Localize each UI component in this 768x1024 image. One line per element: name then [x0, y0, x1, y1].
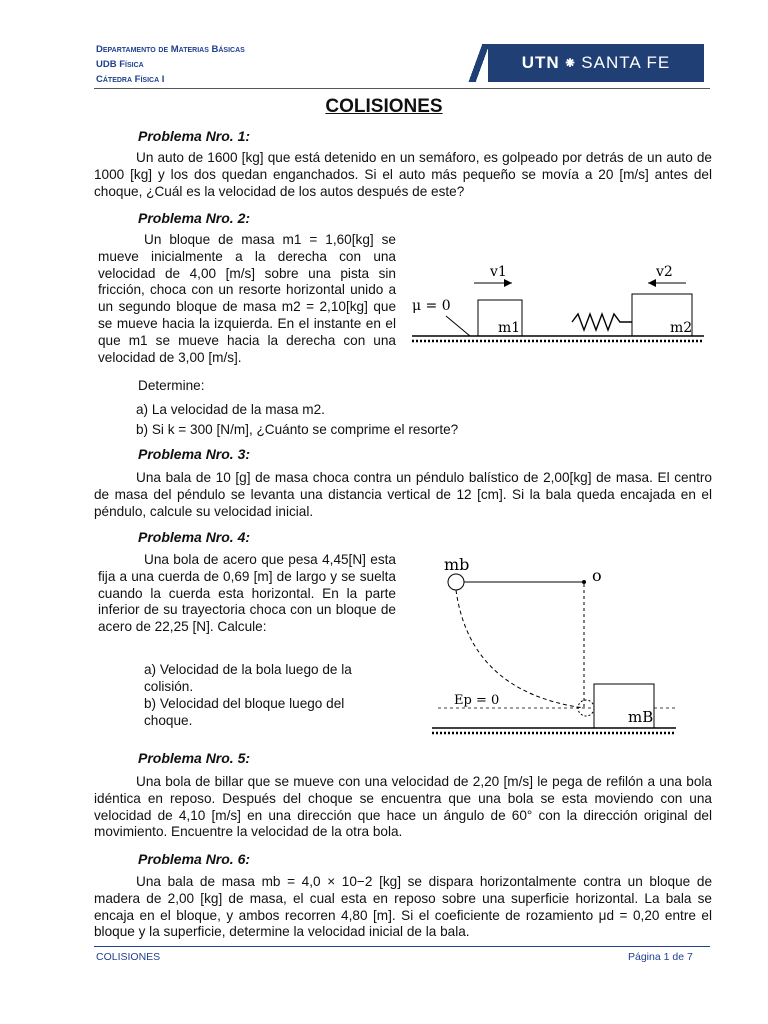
problem-4-text: Una bola de acero que pesa 4,45[N] esta fija a una cuerda de 0,69 [m] de largo y se suelta cuando la cuerda esta horizontal. En la parte inferior de su trayectoria choca con un bloque de acero de 22,25 [N]. Calcule:: [98, 552, 396, 635]
problem-2-heading: Problema Nro. 2:: [138, 210, 251, 226]
problem-5-heading: Problema Nro. 5:: [138, 750, 251, 766]
problem-4-item-a: a) Velocidad de la bola luego de la colisión.: [144, 662, 352, 694]
fig-mb-label: mb: [444, 555, 470, 574]
header-block: [96, 42, 245, 87]
problem-4-item-b: b) Velocidad del bloque luego del choque.: [144, 696, 345, 728]
problem-5-text: Una bola de billar que se mueve con una velocidad de 2,20 [m/s] le pega de refilón a una bola idéntica en reposo. Después del choque se encuentra que una bola se esta moviendo con una velocidad de 4,10 [m/s] en una dirección que hace un ángulo de 60° con la dirección original del movimiento. Encuentre la velocidad de la otra bola.: [94, 774, 712, 840]
ball-mb: [448, 574, 464, 590]
footer-title: COLISIONES: [96, 951, 161, 963]
problem-1-heading: Problema Nro. 1:: [138, 128, 251, 144]
fig-mB-label: mB: [628, 708, 654, 726]
fig-mu-label: μ = 0: [412, 298, 451, 314]
star-icon: ⁕: [563, 55, 578, 72]
problem-4-figure: [430, 552, 682, 748]
header-divider: [94, 88, 710, 89]
page-number: Página 1 de 7: [628, 951, 693, 963]
page-title: COLISIONES: [325, 96, 443, 117]
fig-v1-label: v1: [490, 264, 507, 280]
problem-2-item-b: b) Si k = 300 [N/m], ¿Cuánto se comprime el resorte?: [136, 422, 459, 437]
problem-6-text: Una bala de masa mb = 4,0 × 10−2 [kg] se dispara horizontalmente contra un bloque de madera de 2,00 [kg] de masa, el cual esta en reposo sobre una superficie horizontal. La bala se encaja en el bloque, y ambos recorren 4,80 [m]. Si el coeficiente de rozamiento μd = 0,20 entre el bloque y la superficie, determine la velocidad inicial de la bala.: [94, 874, 712, 940]
problem-2-figure: [410, 250, 710, 350]
problem-2-determine: Determine:: [138, 378, 205, 393]
chair-name: Cátedra Física I: [96, 74, 165, 85]
department-name: Departamento de Materias Básicas: [96, 44, 245, 55]
problem-3-heading: Problema Nro. 3:: [138, 446, 251, 462]
fig-v2-label: v2: [656, 264, 673, 280]
fig-m1-label: m1: [498, 320, 521, 336]
fig-ep-label: Ep = 0: [454, 693, 500, 708]
logo-stripe: [468, 44, 490, 82]
fig-o-label: o: [592, 566, 602, 585]
problem-6-heading: Problema Nro. 6:: [138, 851, 251, 867]
problem-2-item-a: a) La velocidad de la masa m2.: [136, 402, 325, 417]
footer-divider: [94, 946, 710, 947]
problem-4-heading: Problema Nro. 4:: [138, 529, 251, 545]
problem-1-text: Un auto de 1600 [kg] que está detenido en un semáforo, es golpeado por detrás de un auto de 1000 [kg] y los dos quedan enganchados. Si el auto más pequeño se movía a 20 [m/s] antes del choque, ¿Cuál es la velocidad de los autos después de este?: [94, 150, 712, 199]
fig-m2-label: m2: [670, 320, 693, 336]
problem-2-text: Un bloque de masa m1 = 1,60[kg] se mueve inicialmente a la derecha con una velocidad de 4,00 [m/s] sobre una pista sin fricción, choca con un resorte horizontal unido a un segundo bloque de masa m2 = 2,10[kg] que se mueve hacia la izquierda. En el instante en el que m1 se mueve hacia la derecha con una velocidad de 3,00 [m/s].: [98, 232, 396, 365]
unit-name: UDB Física: [96, 59, 144, 70]
utn-logo: UTN ⁕ SANTA FE: [488, 44, 704, 82]
problem-3-text: Una bala de 10 [g] de masa choca contra un péndulo balístico de 2,00[kg] de masa. El centro de masa del péndulo se levanta una distancia vertical de 12 [cm]. Si la bala queda encajada en el péndulo, calcule su velocidad inicial.: [94, 470, 712, 519]
